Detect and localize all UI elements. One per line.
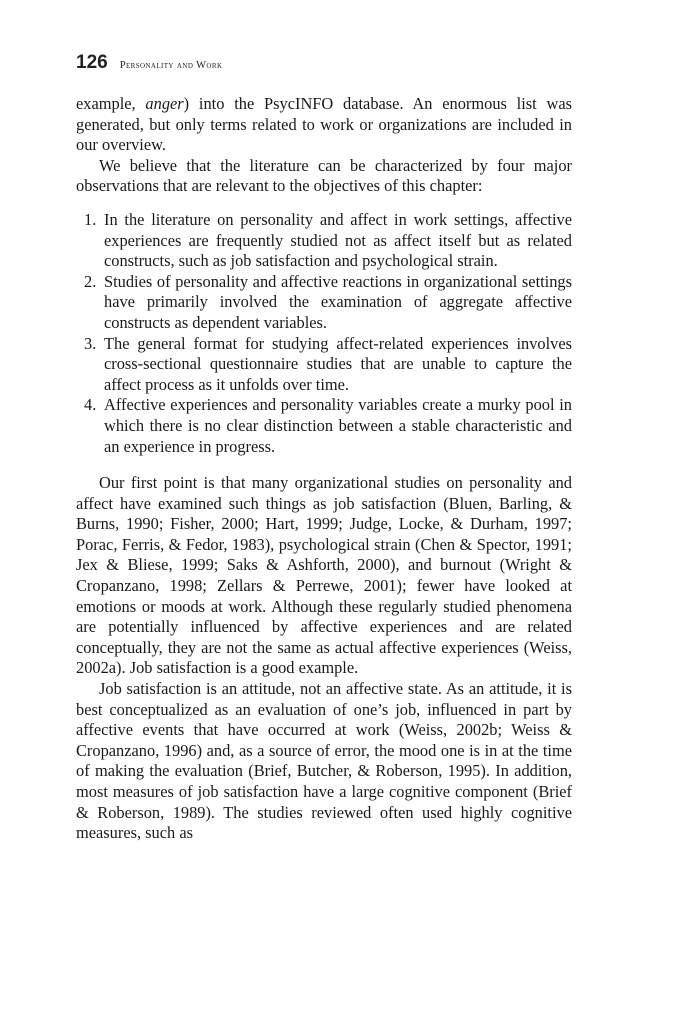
list-item-text: Affective experiences and personality variables create a murky pool in which there is no clear distinction between a stable characteristic and an experience in progress. [104,395,572,456]
list-item-number: 2. [84,271,97,291]
page-number: 126 [76,52,108,73]
list-item-number: 4. [84,395,97,415]
list-item [76,272,572,334]
intro-paragraph [76,94,572,156]
intro-rest: ) into the PsycINFO database. An enormous list was generated, but only terms related to work or organizations are included in our overview. [76,94,573,155]
body-text [76,94,572,844]
list-item [76,210,572,272]
list-item [76,334,572,396]
list-item-number: 1. [84,209,97,229]
observations-list [76,210,572,457]
list-item [76,395,572,457]
lead-in-paragraph: We believe that the literature can be characterized by four major observations that are relevant to the objectives of this chapter: [76,155,572,196]
running-head [76,52,572,78]
body-paragraph: Job satisfaction is an attitude, not an affective state. As an attitude, it is best conceptualized as an evaluation of one’s job, influenced in part by affective events that have occurred at work (Weiss, 2002b; Weiss & Cropanzano, 1996) and, as a source of error, the mood one is in at the time of making the evaluation (Brief, Butcher, & Roberson, 1995). In addition, most measures of job satisfaction have a large cognitive component (Brief & Roberson, 1989). The studies reviewed often used highly cognitive measures, such as [76,679,572,843]
list-item-text: The general format for studying affect-related experiences involves cross-sectional questionnaire studies that are unable to capture the affect process as it unfolds over time. [104,333,572,394]
intro-emphasis: anger [145,94,184,113]
intro-start: example, [76,94,146,113]
list-item-text: Studies of personality and affective reactions in organizational settings have primarily involved the examination of aggregate affective constructs as dependent variables. [104,271,572,332]
book-page [76,52,572,844]
body-paragraph: Our first point is that many organizational studies on personality and affect have examined such things as job satisfaction (Bluen, Barling, & Burns, 1990; Fisher, 2000; Hart, 1999; Judge, Locke, & Durham, 1997; Porac, Ferris, & Fedor, 1983), psychological strain (Chen & Spector, 1991; Jex & Bliese, 1999; Saks & Ashforth, 2000), and burnout (Wright & Cropanzano, 1998; Zellars & Perrewe, 2001); fewer have looked at emotions or moods at work. Although these regularly studied phenomena are potentially influenced by affective experiences and are related conceptually, they are not the same as actual affective experiences (Weiss, 2002a). Job satisfaction is a good example. [76,473,572,678]
list-item-text: In the literature on personality and affect in work settings, affective experiences are frequently studied not as affect itself but as related constructs, such as job satisfaction and psychological strain. [104,209,572,271]
list-item-number: 3. [84,333,97,353]
running-head-title: Personality and Work [119,60,223,71]
